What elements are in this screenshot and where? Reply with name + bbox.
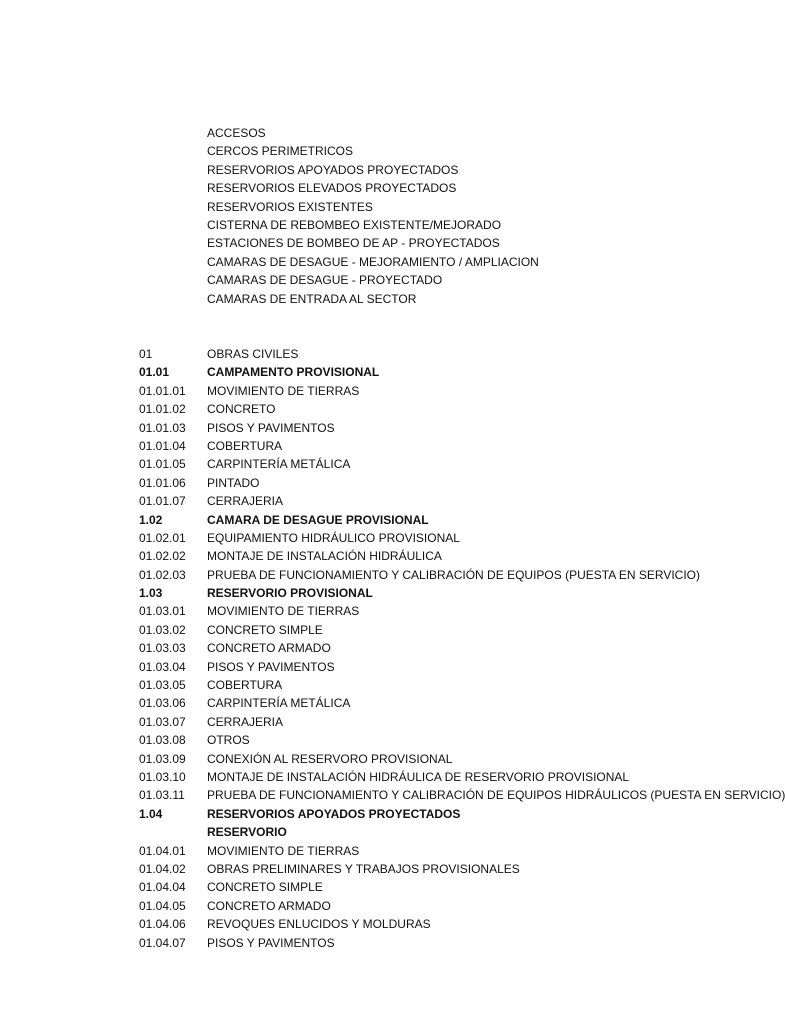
item-row	[139, 566, 700, 584]
item-row	[139, 382, 659, 400]
item-description: COBERTURA	[207, 438, 283, 453]
item-description: PRUEBA DE FUNCIONAMIENTO Y CALIBRACIÓN DE EQUIPOS HIDRÁULICOS (PUESTA EN SERVICIO)	[207, 788, 785, 803]
item-code: 01.04.06	[139, 917, 186, 932]
item-description: PINTADO	[207, 475, 260, 490]
item-code: 01.03.09	[139, 751, 186, 766]
item-code: 01.01.06	[139, 475, 186, 490]
item-description: CARPINTERÍA METÁLICA	[207, 696, 351, 711]
item-row	[139, 602, 659, 620]
item-code: 01.02.01	[139, 530, 186, 545]
item-code: 01.01.01	[139, 383, 186, 398]
item-row	[139, 639, 659, 657]
item-row	[139, 419, 659, 437]
item-description: PISOS Y PAVIMENTOS	[207, 659, 335, 674]
component-list-item: ACCESOS	[207, 126, 266, 140]
item-description: RESERVORIO PROVISIONAL	[207, 586, 373, 601]
component-list-item: RESERVORIOS EXISTENTES	[207, 199, 373, 214]
item-row	[139, 768, 659, 786]
component-list-item: CERCOS PERIMETRICOS	[207, 144, 354, 159]
item-row	[139, 860, 659, 878]
item-code: 01.01.03	[139, 420, 186, 435]
item-row	[139, 878, 659, 896]
item-code: 01.01.04	[139, 438, 186, 453]
item-description: EQUIPAMIENTO HIDRÁULICO PROVISIONAL	[207, 530, 460, 545]
item-code: 01.02.03	[139, 567, 186, 582]
component-list-item: ESTACIONES DE BOMBEO DE AP - PROYECTADOS	[207, 236, 500, 251]
item-code: 01.04.04	[139, 880, 186, 895]
item-code: 01.02.02	[139, 549, 186, 564]
item-row	[139, 474, 659, 492]
item-row	[139, 492, 659, 510]
item-code: 01.03.06	[139, 696, 186, 711]
item-code: 01.03.05	[139, 678, 186, 693]
item-description: CAMARA DE DESAGUE PROVISIONAL	[207, 512, 429, 527]
component-list-item: CISTERNA DE REBOMBEO EXISTENTE/MEJORADO	[207, 217, 502, 232]
component-list-item: CAMARAS DE DESAGUE - MEJORAMIENTO / AMPLIACION	[207, 254, 539, 269]
item-description: MONTAJE DE INSTALACIÓN HIDRÁULICA	[207, 549, 442, 564]
item-code: 01.03.10	[139, 769, 186, 784]
item-code: 01.03.03	[139, 641, 186, 656]
item-row	[139, 897, 659, 915]
item-description: OTROS	[207, 733, 250, 748]
item-row	[139, 400, 659, 418]
item-code: 01.01	[139, 365, 170, 380]
item-description: OBRAS CIVILES	[207, 347, 299, 361]
item-description: CONCRETO	[207, 402, 276, 417]
component-list-item: CAMARAS DE ENTRADA AL SECTOR	[207, 291, 417, 306]
section-header-row	[139, 805, 659, 823]
item-description: PISOS Y PAVIMENTOS	[207, 935, 335, 950]
item-code: 01.03.01	[139, 604, 186, 619]
item-description: CONCRETO SIMPLE	[207, 880, 323, 895]
item-description: CERRAJERIA	[207, 494, 284, 509]
item-code: 01.03.02	[139, 622, 186, 637]
section-header-row	[139, 584, 659, 602]
section-header-row	[139, 363, 659, 381]
item-row	[139, 731, 659, 749]
component-list	[207, 124, 707, 308]
budget-items-table	[139, 345, 785, 952]
item-description: PISOS Y PAVIMENTOS	[207, 420, 335, 435]
item-code: 1.03	[139, 586, 163, 601]
item-code: 01.03.07	[139, 714, 186, 729]
item-row	[139, 694, 659, 712]
item-description: MOVIMIENTO DE TIERRAS	[207, 843, 360, 858]
component-list-item: RESERVORIOS ELEVADOS PROYECTADOS	[207, 181, 457, 196]
item-row	[139, 676, 659, 694]
item-row	[139, 934, 659, 952]
item-row	[139, 547, 659, 565]
item-code: 01	[139, 347, 153, 361]
item-description: CONCRETO ARMADO	[207, 641, 331, 656]
item-row	[139, 915, 659, 933]
item-row	[139, 345, 659, 363]
item-description: MOVIMIENTO DE TIERRAS	[207, 604, 360, 619]
item-code: 1.04	[139, 806, 163, 821]
item-description: CONCRETO ARMADO	[207, 898, 331, 913]
item-code: 01.04.05	[139, 898, 186, 913]
item-description: RESERVORIO	[207, 825, 287, 840]
item-code: 01.04.07	[139, 935, 186, 950]
item-code: 01.04.02	[139, 861, 186, 876]
item-row	[139, 713, 659, 731]
item-description: CERRAJERIA	[207, 714, 284, 729]
item-code: 01.01.02	[139, 402, 186, 417]
item-code: 1.02	[139, 512, 163, 527]
item-row	[139, 750, 659, 768]
item-description: COBERTURA	[207, 678, 283, 693]
item-row	[139, 529, 659, 547]
item-row	[139, 455, 659, 473]
item-description: CONEXIÓN AL RESERVORO PROVISIONAL	[207, 751, 453, 766]
item-code: 01.01.05	[139, 457, 186, 472]
item-code	[139, 823, 207, 841]
section-header-row	[139, 823, 659, 841]
item-description: CARPINTERÍA METÁLICA	[207, 457, 351, 472]
item-code: 01.01.07	[139, 494, 186, 509]
item-row	[139, 621, 659, 639]
item-description: MONTAJE DE INSTALACIÓN HIDRÁULICA DE RESERVORIO PROVISIONAL	[207, 769, 630, 784]
item-description: REVOQUES ENLUCIDOS Y MOLDURAS	[207, 917, 431, 932]
component-list-item: RESERVORIOS APOYADOS PROYECTADOS	[207, 162, 459, 177]
item-row	[139, 842, 659, 860]
item-row	[139, 658, 659, 676]
item-code: 01.03.11	[139, 788, 185, 803]
item-row	[139, 437, 659, 455]
item-description: PRUEBA DE FUNCIONAMIENTO Y CALIBRACIÓN DE EQUIPOS (PUESTA EN SERVICIO)	[207, 567, 700, 582]
item-description: MOVIMIENTO DE TIERRAS	[207, 383, 360, 398]
item-row	[139, 786, 785, 804]
item-code: 01.04.01	[139, 843, 186, 858]
component-list-item: CAMARAS DE DESAGUE - PROYECTADO	[207, 273, 443, 288]
item-code: 01.03.08	[139, 733, 186, 748]
item-code: 01.03.04	[139, 659, 186, 674]
item-description: OBRAS PRELIMINARES Y TRABAJOS PROVISIONALES	[207, 861, 520, 876]
item-description: RESERVORIOS APOYADOS PROYECTADOS	[207, 806, 461, 821]
item-description: CONCRETO SIMPLE	[207, 622, 323, 637]
item-description: CAMPAMENTO PROVISIONAL	[207, 365, 380, 380]
section-header-row	[139, 511, 659, 529]
